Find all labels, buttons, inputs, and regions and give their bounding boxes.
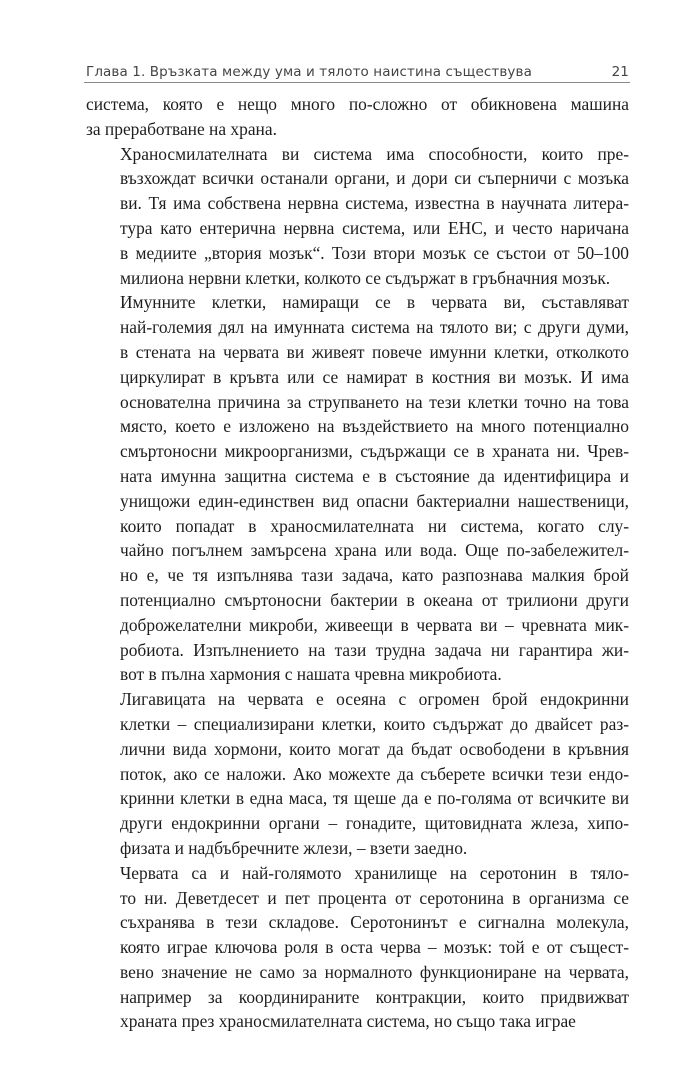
text-line: основателна причина за струпването на тези клетки точно на това bbox=[120, 391, 629, 412]
text-line: но е, че тя изпълнява тази задача, като разпознава малкия брой bbox=[120, 565, 629, 586]
text-line: кринни клетки в една маса, тя щеше да е по-голяма от всичките ви bbox=[120, 788, 629, 809]
paragraph bbox=[86, 142, 629, 291]
text-line: клетки – специализирани клетки, които съдържат до двайсет раз- bbox=[120, 713, 629, 734]
text-line: ната имунна защитна система е в състояние да идентифицира и bbox=[120, 465, 629, 486]
text-line: унищожи един-единствен вид опасни бактериални нашественици, bbox=[120, 490, 629, 511]
text-line: потенциално смъртоносни бактерии в океана от трилиони други bbox=[120, 589, 629, 610]
body-text bbox=[86, 92, 629, 1034]
text-line: в медиите „втория мозък“. Този втори мозък се състои от 50–100 bbox=[120, 242, 629, 263]
text-line: поток, ако се наложи. Ако можехте да съберете всички тези ендо- bbox=[120, 763, 629, 784]
paragraph bbox=[86, 687, 629, 861]
text-line: ви. Тя има собствена нервна система, известна в научната литера- bbox=[120, 193, 629, 214]
text-line: храната през храносмилателната система, но също така играе bbox=[120, 1011, 576, 1032]
text-line: които попадат в храносмилателната ни система, когато слу- bbox=[120, 515, 629, 536]
header-rule bbox=[84, 82, 630, 83]
text-line: лични вида хормони, които могат да бъдат освободени в кръвния bbox=[120, 738, 629, 759]
text-line: милиона нервни клетки, колкото се съдържат в гръбначния мозък. bbox=[120, 267, 611, 288]
text-line: възхождат всички останали органи, и дори си съперничи с мозъка bbox=[120, 168, 629, 189]
text-line: място, което е изложено на въздействието на много потенциално bbox=[120, 416, 629, 437]
page-number: 21 bbox=[611, 64, 629, 80]
paragraph bbox=[86, 861, 629, 1035]
text-line: система, която е нещо много по-сложно от обикновена машина bbox=[86, 94, 629, 114]
text-line: Лигавицата на червата е осеяна с огромен брой ендокринни bbox=[120, 689, 629, 710]
paragraph bbox=[86, 92, 629, 142]
text-line: Имунните клетки, намиращи се в червата ви, съставляват bbox=[120, 292, 629, 313]
text-line: циркулират в кръвта или се намират в костния ви мозък. И има bbox=[120, 366, 629, 387]
running-header bbox=[86, 52, 629, 80]
text-line: за преработване на храна. bbox=[86, 118, 277, 139]
text-line: то ни. Деветдесет и пет процента от серотонина в организма се bbox=[120, 887, 629, 908]
text-line: смъртоносни микроорганизми, съдържащи се в храната ни. Чрев- bbox=[120, 441, 629, 462]
paragraph bbox=[86, 290, 629, 687]
text-line: други ендокринни органи – гонадите, щитовидната жлеза, хипо- bbox=[120, 813, 629, 834]
text-line: физата и надбъбречните жлези, – взети заедно. bbox=[120, 837, 468, 858]
text-line: Храносмилателната ви система има способности, които пре- bbox=[120, 143, 629, 164]
text-line: тура като ентерична нервна система, или ЕНС, и често наричана bbox=[120, 217, 629, 238]
text-line: най-големия дял на имунната система на тялото ви; с други думи, bbox=[120, 317, 629, 338]
text-line: в стената на червата ви живеят повече имунни клетки, отколкото bbox=[120, 341, 629, 362]
text-line: която играе ключова роля в оста черва – мозък: той е от същест- bbox=[120, 937, 629, 958]
text-line: съхранява в тези складове. Серотонинът е сигнална молекула, bbox=[120, 912, 629, 933]
chapter-title: Глава 1. Връзката между ума и тялото наистина съществува bbox=[86, 64, 532, 80]
text-line: Червата са и най-голямото хранилище на серотонин в тяло- bbox=[120, 862, 629, 883]
text-line: доброжелателни микроби, живеещи в червата ви – чревната мик- bbox=[120, 614, 629, 635]
text-line: вено значение не само за нормалното функциониране на червата, bbox=[120, 961, 629, 982]
text-line: вот в пълна хармония с нашата чревна микробиота. bbox=[120, 664, 502, 685]
text-line: например за координираните контракции, които придвижват bbox=[120, 986, 629, 1007]
text-line: робиота. Изпълнението на тази трудна задача ни гарантира жи- bbox=[120, 639, 629, 660]
text-line: чайно погълнем замърсена храна или вода. Още по-забележител- bbox=[120, 540, 629, 561]
